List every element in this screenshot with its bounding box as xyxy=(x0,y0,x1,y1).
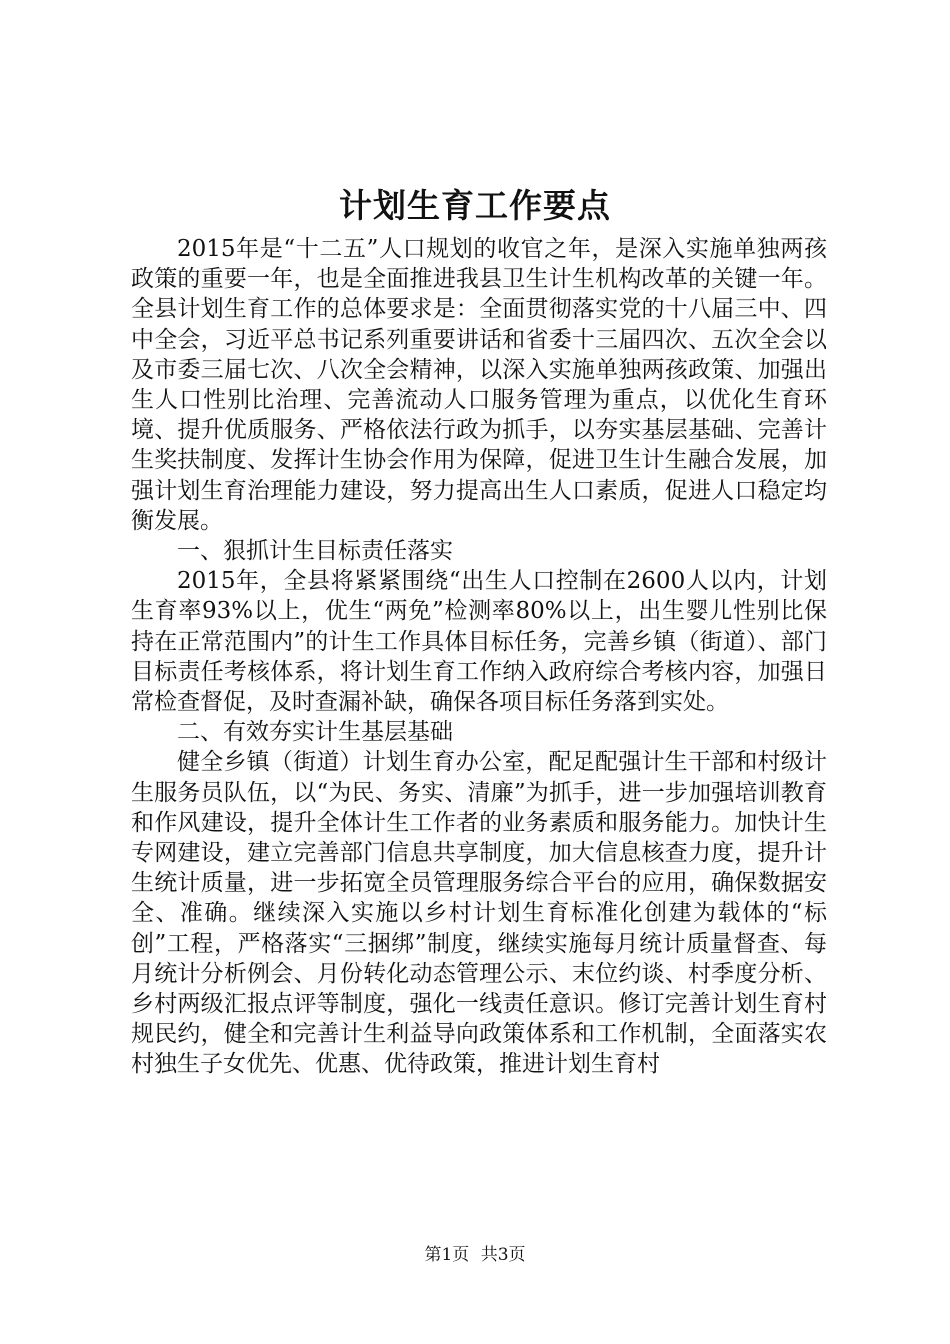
intro-paragraph: 2015年是“十二五”人口规划的收官之年，是深入实施单独两孩政策的重要一年，也是全面推进我县卫生计生机构改革的关键一年。全县计划生育工作的总体要求是：全面贯彻落实党的十八届三中、四中全会，习近平总书记系列重要讲话和省委十三届四次、五次全会以及市委三届七次、八次全会精神，以深入实施单独两孩政策、加强出生人口性别比治理、完善流动人口服务管理为重点，以优化生育环境、提升优质服务、严格依法行政为抓手，以夯实基层基础、完善计生奖扶制度、发挥计生协会作用为保障，促进卫生计生融合发展，加强计划生育治理能力建设，努力提高出生人口素质，促进人口稳定均衡发展。 xyxy=(131,236,827,534)
section-1-paragraph: 2015年，全县将紧紧围绕“出生人口控制在2600人以内，计划生育率93%以上，优生“两免”检测率80%以上，出生婴儿性别比保持在正常范围内”的计生工作具体目标任务，完善乡镇（街道）、部门目标责任考核体系，将计划生育工作纳入政府综合考核内容，加强日常检查督促，及时查漏补缺，确保各项目标任务落到实处。 xyxy=(131,568,827,716)
document-body xyxy=(131,234,827,1080)
section-2-paragraph: 健全乡镇（街道）计划生育办公室，配足配强计生干部和村级计生服务员队伍，以“为民、务实、清廉”为抓手，进一步加强培训教育和作风建设，提升全体计生工作者的业务素质和服务能力。加快计生专网建设，建立完善部门信息共享制度，加大信息核查力度，提升计生统计质量，进一步拓宽全员管理服务综合平台的应用，确保数据安全、准确。继续深入实施以乡村计划生育标准化创建为载体的“标创”工程，严格落实“三捆绑”制度，继续实施每月统计质量督查、每月统计分析例会、月份转化动态管理公示、末位约谈、村季度分析、乡村两级汇报点评等制度，强化一线责任意识。修订完善计划生育村规民约，健全和完善计生利益导向政策体系和工作机制，全面落实农村独生子女优先、优惠、优待政策，推进计划生育村 xyxy=(131,749,827,1078)
page-number: 第1页 xyxy=(424,1245,470,1265)
document-title: 计划生育工作要点 xyxy=(339,186,611,225)
section-heading-1: 一、狠抓计生目标责任落实 xyxy=(177,538,453,565)
page-total: 共3页 xyxy=(480,1245,526,1265)
page-footer xyxy=(0,1243,950,1267)
section-heading-2: 二、有效夯实计生基层基础 xyxy=(177,719,453,746)
